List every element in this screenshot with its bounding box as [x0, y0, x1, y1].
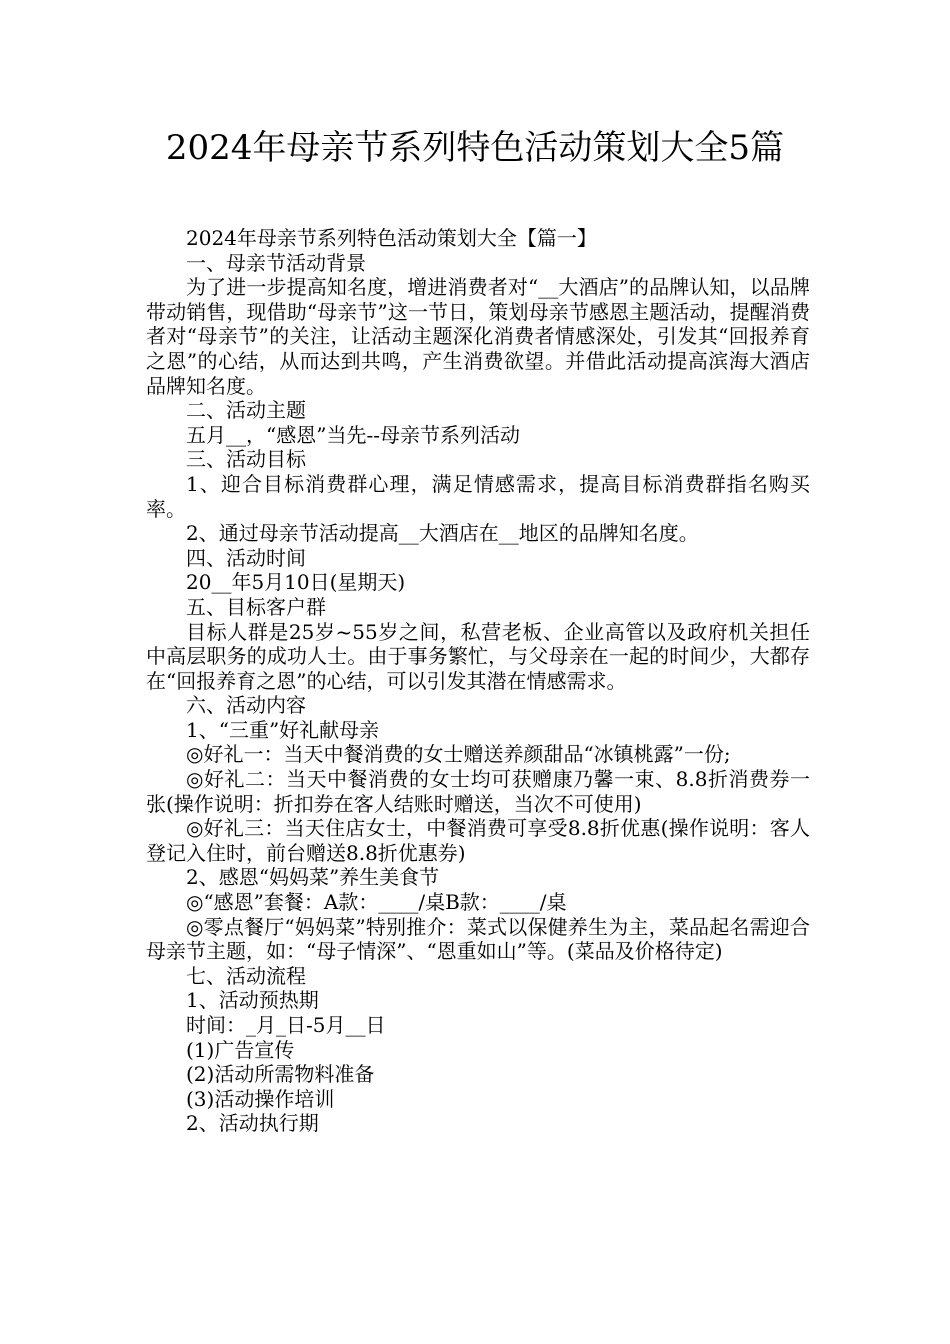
paragraph-gift-1: ◎好礼一：当天中餐消费的女士赠送养颜甜品“冰镇桃露”一份; [186, 742, 731, 767]
paragraph-warmup-ads: (1)广告宣传 [186, 1037, 295, 1062]
paragraph-execution: 2、活动执行期 [186, 1111, 319, 1136]
paragraph-gift-3: ◎好礼三：当天住店女士，中餐消费可享受8.8折优惠(操作说明：客人登记入住时，前台赠送8.8折优惠券) [146, 816, 810, 865]
paragraph-gift-2: ◎好礼二：当天中餐消费的女士均可获赠康乃馨一束、8.8折消费券一张(操作说明：折扣券在客人结账时赠送，当次不可使用) [146, 767, 810, 816]
document-body [146, 226, 810, 1136]
paragraph-warmup-training: (3)活动操作培训 [186, 1086, 335, 1111]
paragraph-warmup-materials: (2)活动所需物料准备 [186, 1062, 375, 1087]
paragraph-content-1: 1、“三重”好礼献母亲 [186, 717, 380, 742]
heading-process: 七、活动流程 [186, 963, 306, 988]
paragraph-set-menu: ◎“感恩”套餐：A款：____/桌B款：____/桌 [186, 890, 567, 915]
section-heading: 2024年母亲节系列特色活动策划大全【篇一】 [186, 226, 597, 250]
paragraph-content-2: 2、感恩“妈妈菜”养生美食节 [186, 865, 440, 890]
heading-audience: 五、目标客户群 [186, 594, 326, 619]
paragraph-warmup-time: 时间：_月_日-5月__日 [186, 1013, 386, 1037]
heading-background: 一、母亲节活动背景 [186, 250, 366, 275]
heading-time: 四、活动时间 [186, 545, 306, 570]
paragraph-audience: 目标人群是25岁~55岁之间，私营老板、企业高管以及政府机关担任中高层职务的成功人士。由于事务繁忙，与父母亲在一起的时间少，大都存在“回报养育之恩”的心结，可以引发其潜在情感需求。 [146, 619, 810, 693]
paragraph-warmup: 1、活动预热期 [186, 988, 319, 1013]
heading-goals: 三、活动目标 [186, 447, 306, 472]
heading-theme: 二、活动主题 [186, 398, 306, 423]
paragraph-background: 为了进一步提高知名度，增进消费者对“__大酒店”的品牌认知，以品牌带动销售，现借助“母亲节”这一节日，策划母亲节感恩主题活动，提醒消费者对“母亲节”的关注，让活动主题深化消费者情感深处，引发其“回报养育之恩”的心结，从而达到共鸣，产生消费欲望。并借此活动提高滨海大酒店品牌知名度。 [146, 275, 810, 398]
paragraph-goal-2: 2、通过母亲节活动提高__大酒店在__地区的品牌知名度。 [186, 521, 699, 546]
heading-content: 六、活动内容 [186, 693, 306, 718]
paragraph-goal-1: 1、迎合目标消费群心理，满足情感需求，提高目标消费群指名购买率。 [146, 471, 810, 521]
paragraph-time: 20__年5月10日(星期天) [186, 570, 406, 595]
paragraph-theme: 五月__，“感恩”当先--母亲节系列活动 [186, 422, 520, 447]
document-title: 2024年母亲节系列特色活动策划大全5篇 [165, 128, 785, 168]
paragraph-mom-dishes: ◎零点餐厅“妈妈菜”特别推介：菜式以保健养生为主，菜品起名需迎合母亲节主题，如：“母子情深”、“恩重如山”等。(菜品及价格待定) [146, 914, 810, 964]
